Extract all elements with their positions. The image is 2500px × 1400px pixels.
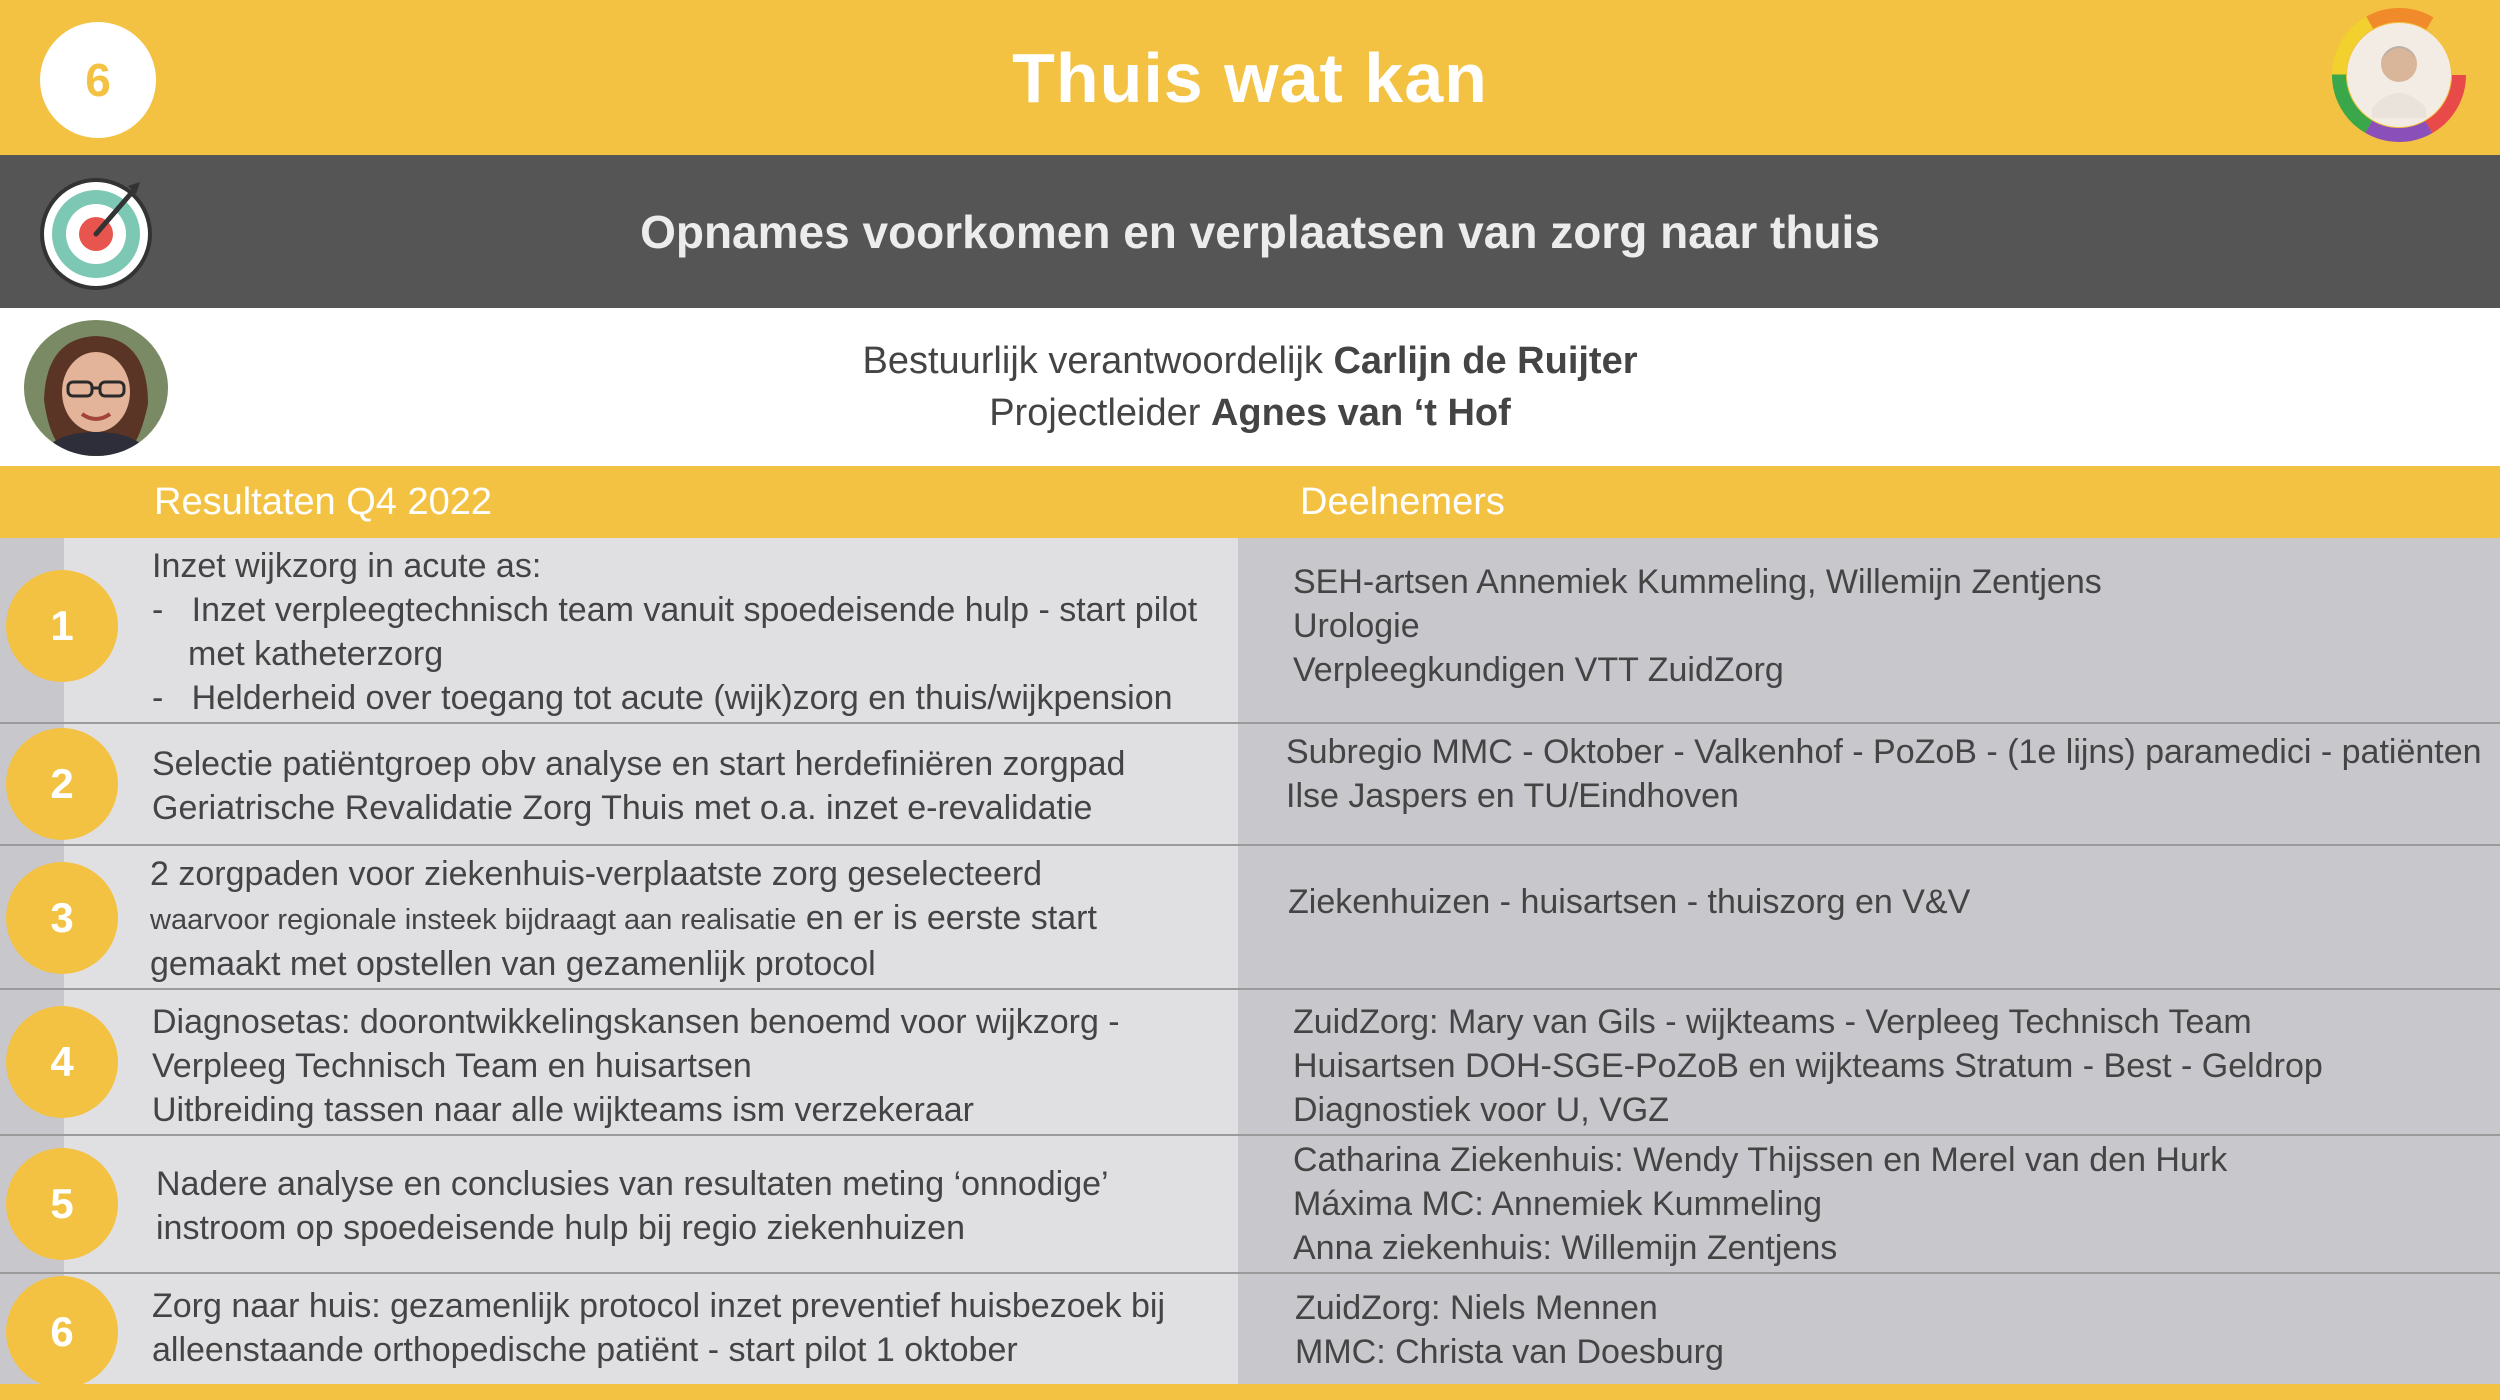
colorful-ring-logo-icon xyxy=(2332,8,2466,142)
page-title: Thuis wat kan xyxy=(1012,38,1488,117)
participant-line: Catharina Ziekenhuis: Wendy Thijssen en Merel van den Hurk xyxy=(1293,1141,2228,1179)
row-number: 4 xyxy=(50,1038,74,1085)
participant-line: ZuidZorg: Mary van Gils - wijkteams - Verpleeg Technisch Team xyxy=(1293,1003,2252,1041)
result-line: alleenstaande orthopedische patiënt - start pilot 1 oktober xyxy=(152,1331,1018,1369)
participants-text xyxy=(1286,730,2500,818)
participant-line: Subregio MMC - Oktober - Valkenhof - PoZoB - (1e lijns) paramedici - patiënten xyxy=(1286,733,2482,771)
participants-text xyxy=(1293,1000,2500,1132)
participant-line: Ilse Jaspers en TU/Eindhoven xyxy=(1286,777,1739,815)
table-row xyxy=(0,990,2500,1136)
row-number-badge xyxy=(6,1276,118,1388)
row-number-badge xyxy=(6,570,118,682)
responsible-line xyxy=(0,340,2500,383)
result-text xyxy=(152,742,1232,830)
participant-line: SEH-artsen Annemiek Kummeling, Willemijn Zentjens xyxy=(1293,563,2102,601)
row-number-badge xyxy=(6,1148,118,1260)
result-line: 2 zorgpaden voor ziekenhuis-verplaatste zorg geselecteerd xyxy=(150,855,1043,893)
participant-line: MMC: Christa van Doesburg xyxy=(1295,1333,1724,1371)
participants-text xyxy=(1288,880,2500,924)
row-number: 5 xyxy=(50,1180,74,1227)
participants-text xyxy=(1293,560,2500,692)
result-text xyxy=(152,1284,1232,1372)
responsible-name: Carlijn de Ruijter xyxy=(1333,340,1638,382)
table-row xyxy=(0,1274,2500,1384)
responsible-label: Bestuurlijk verantwoordelijk xyxy=(862,340,1323,382)
slide-number: 6 xyxy=(85,54,111,106)
result-text xyxy=(150,852,1230,986)
result-text xyxy=(152,544,1232,720)
row-number: 3 xyxy=(50,894,74,941)
participant-line: Diagnostiek voor U, VGZ xyxy=(1293,1091,1670,1129)
participants-text xyxy=(1295,1286,2500,1374)
participant-line: Verpleegkundigen VTT ZuidZorg xyxy=(1293,651,1784,689)
participants-text xyxy=(1293,1138,2500,1270)
table-row xyxy=(0,1136,2500,1274)
table-row xyxy=(0,724,2500,846)
result-line: Uitbreiding tassen naar alle wijkteams ism verzekeraar xyxy=(152,1091,974,1129)
participant-line: ZuidZorg: Niels Mennen xyxy=(1295,1289,1658,1327)
result-text xyxy=(156,1162,1236,1250)
footer-bar xyxy=(0,1384,2500,1400)
result-intro: Inzet wijkzorg in acute as: xyxy=(152,547,542,585)
column-header-results: Resultaten Q4 2022 xyxy=(154,481,493,523)
projectleader-name: Agnes van ‘t Hof xyxy=(1210,392,1511,434)
projectleader-label: Projectleider xyxy=(989,392,1201,434)
participant-line: Anna ziekenhuis: Willemijn Zentjens xyxy=(1293,1229,1838,1267)
result-line: gemaakt met opstellen van gezamenlijk protocol xyxy=(150,945,876,983)
row-number-badge xyxy=(6,728,118,840)
projectleader-line xyxy=(0,392,2500,435)
subtitle: Opnames voorkomen en verplaatsen van zorg naar thuis xyxy=(640,205,1880,258)
participant-line: Huisartsen DOH-SGE-PoZoB en wijkteams Stratum - Best - Geldrop xyxy=(1293,1047,2323,1085)
participant-line: Urologie xyxy=(1293,607,1420,645)
table-row xyxy=(0,846,2500,990)
column-header-participants: Deelnemers xyxy=(1300,481,1505,523)
row-number: 2 xyxy=(50,760,74,807)
result-line: Diagnosetas: doorontwikkelingskansen benoemd voor wijkzorg - xyxy=(152,1003,1120,1041)
result-line: instroom op spoedeisende hulp bij regio ziekenhuizen xyxy=(156,1209,965,1247)
result-line: Geriatrische Revalidatie Zorg Thuis met o.a. inzet e-revalidatie xyxy=(152,789,1093,827)
result-line: Zorg naar huis: gezamenlijk protocol inzet preventief huisbezoek bij xyxy=(152,1287,1165,1325)
table-row xyxy=(0,538,2500,724)
row-number: 1 xyxy=(50,602,74,649)
participant-line: Ziekenhuizen - huisartsen - thuiszorg en V&V xyxy=(1288,883,1971,921)
result-line: Verpleeg Technisch Team en huisartsen xyxy=(152,1047,752,1085)
result-line: Nadere analyse en conclusies van resultaten meting ‘onnodige’ xyxy=(156,1165,1109,1203)
result-text xyxy=(152,1000,1232,1132)
participant-line: Máxima MC: Annemiek Kummeling xyxy=(1293,1185,1823,1223)
result-bullet: - Helderheid over toegang tot acute (wijk)zorg en thuis/wijkpension xyxy=(152,679,1173,717)
row-number-badge xyxy=(6,1006,118,1118)
result-bullet: - Inzet verpleegtechnisch team vanuit spoedeisende hulp - start pilot met katheterzorg xyxy=(152,591,1198,673)
result-line: waarvoor regionale insteek bijdraagt aan realisatie en er is eerste start xyxy=(150,899,1097,937)
result-line: Selectie patiëntgroep obv analyse en start herdefiniëren zorgpad xyxy=(152,745,1126,783)
row-number-badge xyxy=(6,862,118,974)
row-number: 6 xyxy=(50,1308,74,1355)
